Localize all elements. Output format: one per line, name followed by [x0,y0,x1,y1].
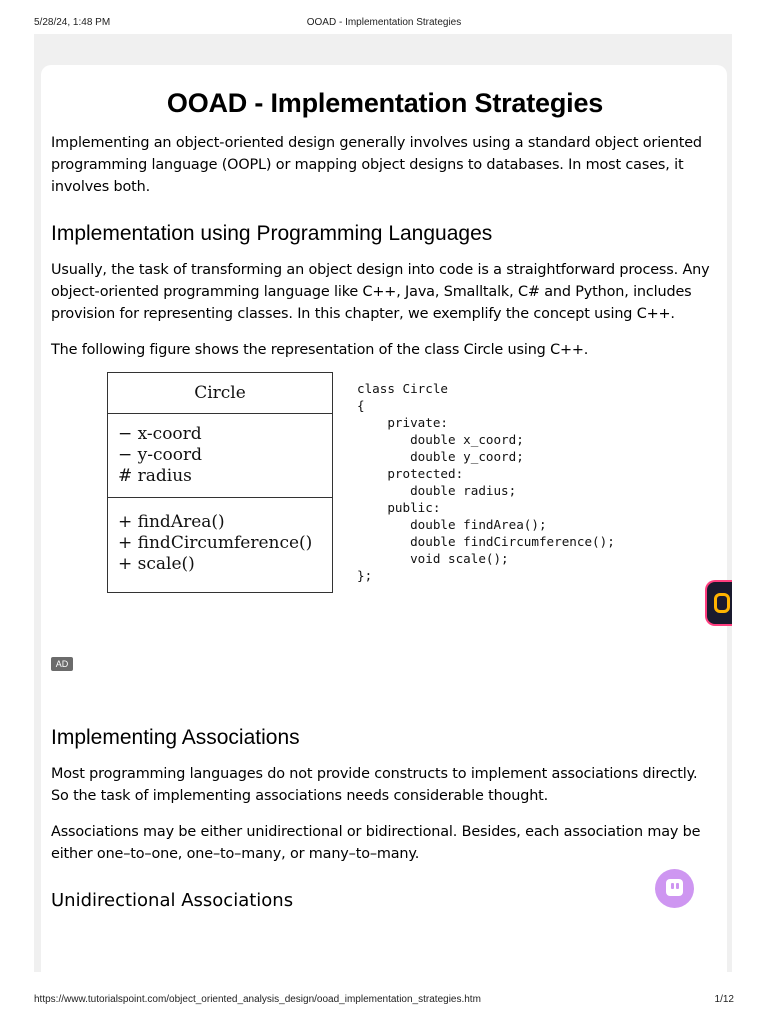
paragraph-transforming-design: Usually, the task of transforming an object design into code is a straightforward process. Any object-oriented programming language like C++, Java, Smalltalk, C# and Python, includes provision for representing classes. In this chapter, we exemplify the concept using C++. [51,262,710,322]
widget-glyph-icon [714,593,730,613]
uml-operations [108,498,332,575]
print-footer [0,994,768,1024]
uml-operation: + scale() [118,554,195,574]
section-heading-programming-languages: Implementation using Programming Languages [51,222,493,245]
extension-widget-icon[interactable] [705,580,732,626]
section-heading-associations: Implementing Associations [51,726,300,749]
uml-operation: + findCircumference() [118,533,313,553]
uml-class-diagram [107,372,333,593]
article-content [51,65,719,913]
uml-attribute: − y-coord [118,445,202,465]
page-url: https://www.tutorialspoint.com/object_oriented_analysis_design/ooad_implementation_strategies.htm [34,994,481,1005]
print-datetime: 5/28/24, 1:48 PM [34,17,111,28]
page-title: OOAD - Implementation Strategies [166,88,604,118]
uml-attribute: − x-coord [118,424,202,444]
intro-paragraph: Implementing an object-oriented design generally involves using a standard object oriented programming language (OOPL) or mapping object designs to databases. In most cases, it involves both. [51,135,702,195]
paragraph-figure-intro: The following figure shows the representation of the class Circle using C++. [51,342,589,358]
chat-bubble-bar [671,883,674,889]
uml-operation: + findArea() [118,512,225,532]
chat-bubble-inner-icon [666,879,683,896]
uml-attributes [108,414,332,498]
print-title: OOAD - Implementation Strategies [306,17,462,28]
chat-bubble-bar [676,883,679,889]
chat-bubble-icon[interactable] [655,869,694,908]
page-counter: 1/12 [714,994,734,1005]
uml-attribute: # radius [118,466,192,486]
cpp-code-listing: class Circle { private: double x_coord; double y_coord; protected: double radius; public: double findArea(); double findCircumference(); void scale(); }; [357,381,615,583]
paragraph-association-types: Associations may be either unidirectional or bidirectional. Besides, each association may be either one–to–one, one–to–many, or many–to–many. [51,824,701,862]
print-header [0,0,768,34]
uml-class-name: Circle [108,373,332,414]
circle-class-figure [51,361,719,591]
section-heading-unidirectional: Unidirectional Associations [51,890,294,911]
paragraph-associations-intro: Most programming languages do not provide constructs to implement associations directly. So the task of implementing associations needs considerable thought. [51,766,698,804]
ad-badge[interactable]: AD [51,657,73,671]
